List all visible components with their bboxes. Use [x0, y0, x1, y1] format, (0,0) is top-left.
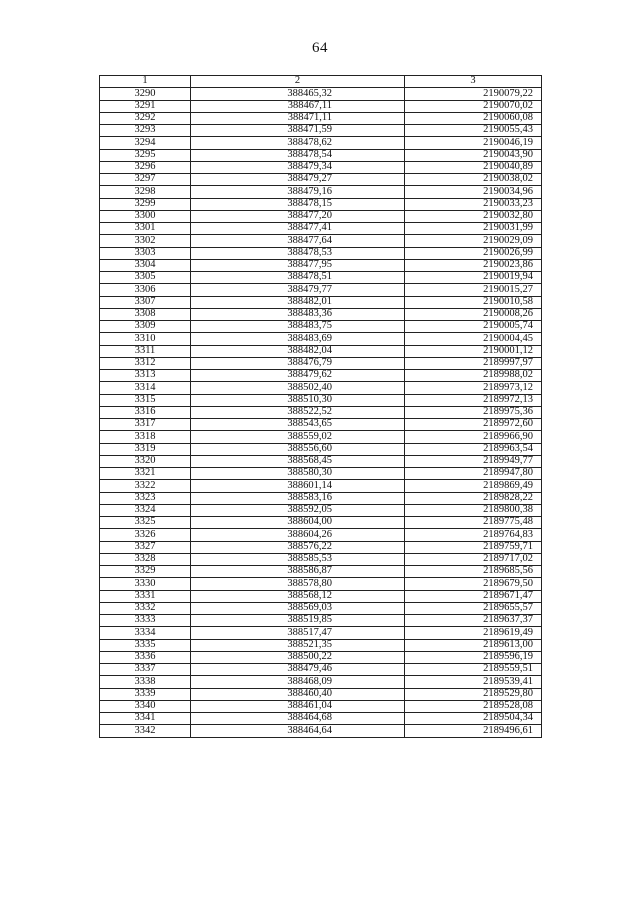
point-number-cell: 3300: [100, 210, 191, 222]
table-row: [100, 296, 542, 308]
y-coordinate-cell: 2190004,45: [405, 333, 542, 345]
x-coordinate-cell: 388576,22: [191, 541, 405, 553]
x-coordinate-cell: 388478,54: [191, 149, 405, 161]
y-coordinate-cell: 2189671,47: [405, 590, 542, 602]
x-coordinate-cell: 388580,30: [191, 468, 405, 480]
x-coordinate-cell: 388517,47: [191, 627, 405, 639]
header-row: [100, 76, 542, 88]
y-coordinate-cell: 2189679,50: [405, 578, 542, 590]
y-coordinate-cell: 2189800,38: [405, 504, 542, 516]
x-coordinate-cell: 388477,95: [191, 259, 405, 271]
table-header: [100, 76, 542, 88]
point-number-cell: 3301: [100, 223, 191, 235]
point-number-cell: 3317: [100, 419, 191, 431]
x-coordinate-cell: 388477,41: [191, 223, 405, 235]
x-coordinate-cell: 388601,14: [191, 480, 405, 492]
point-number-cell: 3306: [100, 284, 191, 296]
y-coordinate-cell: 2190031,99: [405, 223, 542, 235]
point-number-cell: 3316: [100, 406, 191, 418]
point-number-cell: 3340: [100, 700, 191, 712]
point-number-cell: 3339: [100, 688, 191, 700]
point-number-cell: 3338: [100, 676, 191, 688]
point-number-cell: 3297: [100, 174, 191, 186]
table-row: [100, 492, 542, 504]
table-row: [100, 480, 542, 492]
y-coordinate-cell: 2189528,08: [405, 700, 542, 712]
header-col-3: 3: [405, 76, 542, 88]
y-coordinate-cell: 2189997,97: [405, 357, 542, 369]
x-coordinate-cell: 388482,04: [191, 345, 405, 357]
table-row: [100, 468, 542, 480]
x-coordinate-cell: 388559,02: [191, 431, 405, 443]
table-row: [100, 333, 542, 345]
y-coordinate-cell: 2190010,58: [405, 296, 542, 308]
y-coordinate-cell: 2189828,22: [405, 492, 542, 504]
x-coordinate-cell: 388460,40: [191, 688, 405, 700]
table-row: [100, 198, 542, 210]
table-row: [100, 578, 542, 590]
point-number-cell: 3298: [100, 186, 191, 198]
table-body: [100, 88, 542, 737]
table-row: [100, 517, 542, 529]
y-coordinate-cell: 2190029,09: [405, 235, 542, 247]
x-coordinate-cell: 388510,30: [191, 394, 405, 406]
page-number: 64: [312, 40, 328, 56]
point-number-cell: 3290: [100, 88, 191, 100]
y-coordinate-cell: 2189619,49: [405, 627, 542, 639]
point-number-cell: 3310: [100, 333, 191, 345]
table-row: [100, 615, 542, 627]
point-number-cell: 3326: [100, 529, 191, 541]
table-row: [100, 664, 542, 676]
x-coordinate-cell: 388500,22: [191, 651, 405, 663]
table-row: [100, 100, 542, 112]
y-coordinate-cell: 2189685,56: [405, 566, 542, 578]
x-coordinate-cell: 388479,46: [191, 664, 405, 676]
y-coordinate-cell: 2190005,74: [405, 321, 542, 333]
x-coordinate-cell: 388568,45: [191, 455, 405, 467]
point-number-cell: 3302: [100, 235, 191, 247]
point-number-cell: 3319: [100, 443, 191, 455]
point-number-cell: 3304: [100, 259, 191, 271]
y-coordinate-cell: 2189529,80: [405, 688, 542, 700]
x-coordinate-cell: 388502,40: [191, 382, 405, 394]
point-number-cell: 3311: [100, 345, 191, 357]
table-row: [100, 137, 542, 149]
y-coordinate-cell: 2189637,37: [405, 615, 542, 627]
point-number-cell: 3313: [100, 370, 191, 382]
x-coordinate-cell: 388465,32: [191, 88, 405, 100]
x-coordinate-cell: 388479,27: [191, 174, 405, 186]
x-coordinate-cell: 388569,03: [191, 602, 405, 614]
point-number-cell: 3322: [100, 480, 191, 492]
table-row: [100, 174, 542, 186]
point-number-cell: 3308: [100, 308, 191, 320]
table-row: [100, 700, 542, 712]
point-number-cell: 3331: [100, 590, 191, 602]
table-row: [100, 186, 542, 198]
x-coordinate-cell: 388483,69: [191, 333, 405, 345]
y-coordinate-cell: 2189559,51: [405, 664, 542, 676]
table-row: [100, 345, 542, 357]
y-coordinate-cell: 2190040,89: [405, 161, 542, 173]
x-coordinate-cell: 388468,09: [191, 676, 405, 688]
x-coordinate-cell: 388521,35: [191, 639, 405, 651]
x-coordinate-cell: 388461,04: [191, 700, 405, 712]
point-number-cell: 3299: [100, 198, 191, 210]
y-coordinate-cell: 2190033,23: [405, 198, 542, 210]
y-coordinate-cell: 2190046,19: [405, 137, 542, 149]
y-coordinate-cell: 2190023,86: [405, 259, 542, 271]
table-row: [100, 529, 542, 541]
x-coordinate-cell: 388478,51: [191, 272, 405, 284]
x-coordinate-cell: 388478,62: [191, 137, 405, 149]
x-coordinate-cell: 388583,16: [191, 492, 405, 504]
y-coordinate-cell: 2189764,83: [405, 529, 542, 541]
x-coordinate-cell: 388467,11: [191, 100, 405, 112]
point-number-cell: 3292: [100, 112, 191, 124]
point-number-cell: 3337: [100, 664, 191, 676]
y-coordinate-cell: 2189972,13: [405, 394, 542, 406]
point-number-cell: 3320: [100, 455, 191, 467]
y-coordinate-cell: 2190079,22: [405, 88, 542, 100]
table-row: [100, 284, 542, 296]
y-coordinate-cell: 2190026,99: [405, 247, 542, 259]
y-coordinate-cell: 2190008,26: [405, 308, 542, 320]
y-coordinate-cell: 2189504,34: [405, 713, 542, 725]
point-number-cell: 3327: [100, 541, 191, 553]
point-number-cell: 3296: [100, 161, 191, 173]
x-coordinate-cell: 388478,15: [191, 198, 405, 210]
y-coordinate-cell: 2190034,96: [405, 186, 542, 198]
x-coordinate-cell: 388479,34: [191, 161, 405, 173]
x-coordinate-cell: 388543,65: [191, 419, 405, 431]
point-number-cell: 3341: [100, 713, 191, 725]
x-coordinate-cell: 388471,59: [191, 125, 405, 137]
y-coordinate-cell: 2190070,02: [405, 100, 542, 112]
x-coordinate-cell: 388585,53: [191, 553, 405, 565]
point-number-cell: 3321: [100, 468, 191, 480]
x-coordinate-cell: 388477,64: [191, 235, 405, 247]
table-row: [100, 553, 542, 565]
table-row: [100, 406, 542, 418]
y-coordinate-cell: 2189966,90: [405, 431, 542, 443]
table-row: [100, 223, 542, 235]
y-coordinate-cell: 2189972,60: [405, 419, 542, 431]
table-row: [100, 370, 542, 382]
point-number-cell: 3333: [100, 615, 191, 627]
x-coordinate-cell: 388479,16: [191, 186, 405, 198]
point-number-cell: 3293: [100, 125, 191, 137]
y-coordinate-cell: 2189869,49: [405, 480, 542, 492]
x-coordinate-cell: 388476,79: [191, 357, 405, 369]
table-row: [100, 125, 542, 137]
coordinates-table: [99, 75, 542, 738]
x-coordinate-cell: 388568,12: [191, 590, 405, 602]
y-coordinate-cell: 2190019,94: [405, 272, 542, 284]
y-coordinate-cell: 2190043,90: [405, 149, 542, 161]
table-row: [100, 713, 542, 725]
x-coordinate-cell: 388586,87: [191, 566, 405, 578]
x-coordinate-cell: 388482,01: [191, 296, 405, 308]
x-coordinate-cell: 388578,80: [191, 578, 405, 590]
y-coordinate-cell: 2189539,41: [405, 676, 542, 688]
y-coordinate-cell: 2189988,02: [405, 370, 542, 382]
table-row: [100, 639, 542, 651]
y-coordinate-cell: 2189963,54: [405, 443, 542, 455]
x-coordinate-cell: 388464,64: [191, 725, 405, 737]
table-row: [100, 259, 542, 271]
point-number-cell: 3325: [100, 517, 191, 529]
table-row: [100, 602, 542, 614]
y-coordinate-cell: 2189655,57: [405, 602, 542, 614]
table-row: [100, 419, 542, 431]
x-coordinate-cell: 388592,05: [191, 504, 405, 516]
y-coordinate-cell: 2189973,12: [405, 382, 542, 394]
table-row: [100, 88, 542, 100]
table-row: [100, 725, 542, 737]
table-row: [100, 210, 542, 222]
y-coordinate-cell: 2189949,77: [405, 455, 542, 467]
x-coordinate-cell: 388604,26: [191, 529, 405, 541]
table-row: [100, 161, 542, 173]
point-number-cell: 3309: [100, 321, 191, 333]
x-coordinate-cell: 388464,68: [191, 713, 405, 725]
x-coordinate-cell: 388483,36: [191, 308, 405, 320]
y-coordinate-cell: 2189947,80: [405, 468, 542, 480]
point-number-cell: 3323: [100, 492, 191, 504]
table-row: [100, 566, 542, 578]
point-number-cell: 3315: [100, 394, 191, 406]
table-row: [100, 235, 542, 247]
table-row: [100, 357, 542, 369]
x-coordinate-cell: 388556,60: [191, 443, 405, 455]
point-number-cell: 3291: [100, 100, 191, 112]
y-coordinate-cell: 2190032,80: [405, 210, 542, 222]
x-coordinate-cell: 388483,75: [191, 321, 405, 333]
y-coordinate-cell: 2189775,48: [405, 517, 542, 529]
table-row: [100, 112, 542, 124]
table-row: [100, 321, 542, 333]
x-coordinate-cell: 388471,11: [191, 112, 405, 124]
y-coordinate-cell: 2190001,12: [405, 345, 542, 357]
point-number-cell: 3330: [100, 578, 191, 590]
point-number-cell: 3329: [100, 566, 191, 578]
point-number-cell: 3312: [100, 357, 191, 369]
point-number-cell: 3295: [100, 149, 191, 161]
x-coordinate-cell: 388479,62: [191, 370, 405, 382]
point-number-cell: 3332: [100, 602, 191, 614]
table-row: [100, 455, 542, 467]
x-coordinate-cell: 388522,52: [191, 406, 405, 418]
table-row: [100, 382, 542, 394]
table-row: [100, 627, 542, 639]
point-number-cell: 3328: [100, 553, 191, 565]
y-coordinate-cell: 2190015,27: [405, 284, 542, 296]
table-row: [100, 504, 542, 516]
point-number-cell: 3336: [100, 651, 191, 663]
y-coordinate-cell: 2190060,08: [405, 112, 542, 124]
x-coordinate-cell: 388478,53: [191, 247, 405, 259]
table-row: [100, 272, 542, 284]
x-coordinate-cell: 388477,20: [191, 210, 405, 222]
y-coordinate-cell: 2189759,71: [405, 541, 542, 553]
point-number-cell: 3324: [100, 504, 191, 516]
point-number-cell: 3294: [100, 137, 191, 149]
point-number-cell: 3314: [100, 382, 191, 394]
y-coordinate-cell: 2190038,02: [405, 174, 542, 186]
y-coordinate-cell: 2189975,36: [405, 406, 542, 418]
point-number-cell: 3318: [100, 431, 191, 443]
table-row: [100, 247, 542, 259]
table-row: [100, 676, 542, 688]
header-col-2: 2: [191, 76, 405, 88]
point-number-cell: 3305: [100, 272, 191, 284]
y-coordinate-cell: 2189496,61: [405, 725, 542, 737]
point-number-cell: 3307: [100, 296, 191, 308]
header-col-1: 1: [100, 76, 191, 88]
table-row: [100, 651, 542, 663]
x-coordinate-cell: 388604,00: [191, 517, 405, 529]
table-row: [100, 394, 542, 406]
y-coordinate-cell: 2189613,00: [405, 639, 542, 651]
x-coordinate-cell: 388519,85: [191, 615, 405, 627]
point-number-cell: 3335: [100, 639, 191, 651]
table-row: [100, 541, 542, 553]
table-row: [100, 443, 542, 455]
x-coordinate-cell: 388479,77: [191, 284, 405, 296]
table-row: [100, 308, 542, 320]
y-coordinate-cell: 2189596,19: [405, 651, 542, 663]
point-number-cell: 3303: [100, 247, 191, 259]
table-row: [100, 688, 542, 700]
point-number-cell: 3334: [100, 627, 191, 639]
y-coordinate-cell: 2190055,43: [405, 125, 542, 137]
point-number-cell: 3342: [100, 725, 191, 737]
y-coordinate-cell: 2189717,02: [405, 553, 542, 565]
table-row: [100, 149, 542, 161]
table-row: [100, 590, 542, 602]
table-row: [100, 431, 542, 443]
